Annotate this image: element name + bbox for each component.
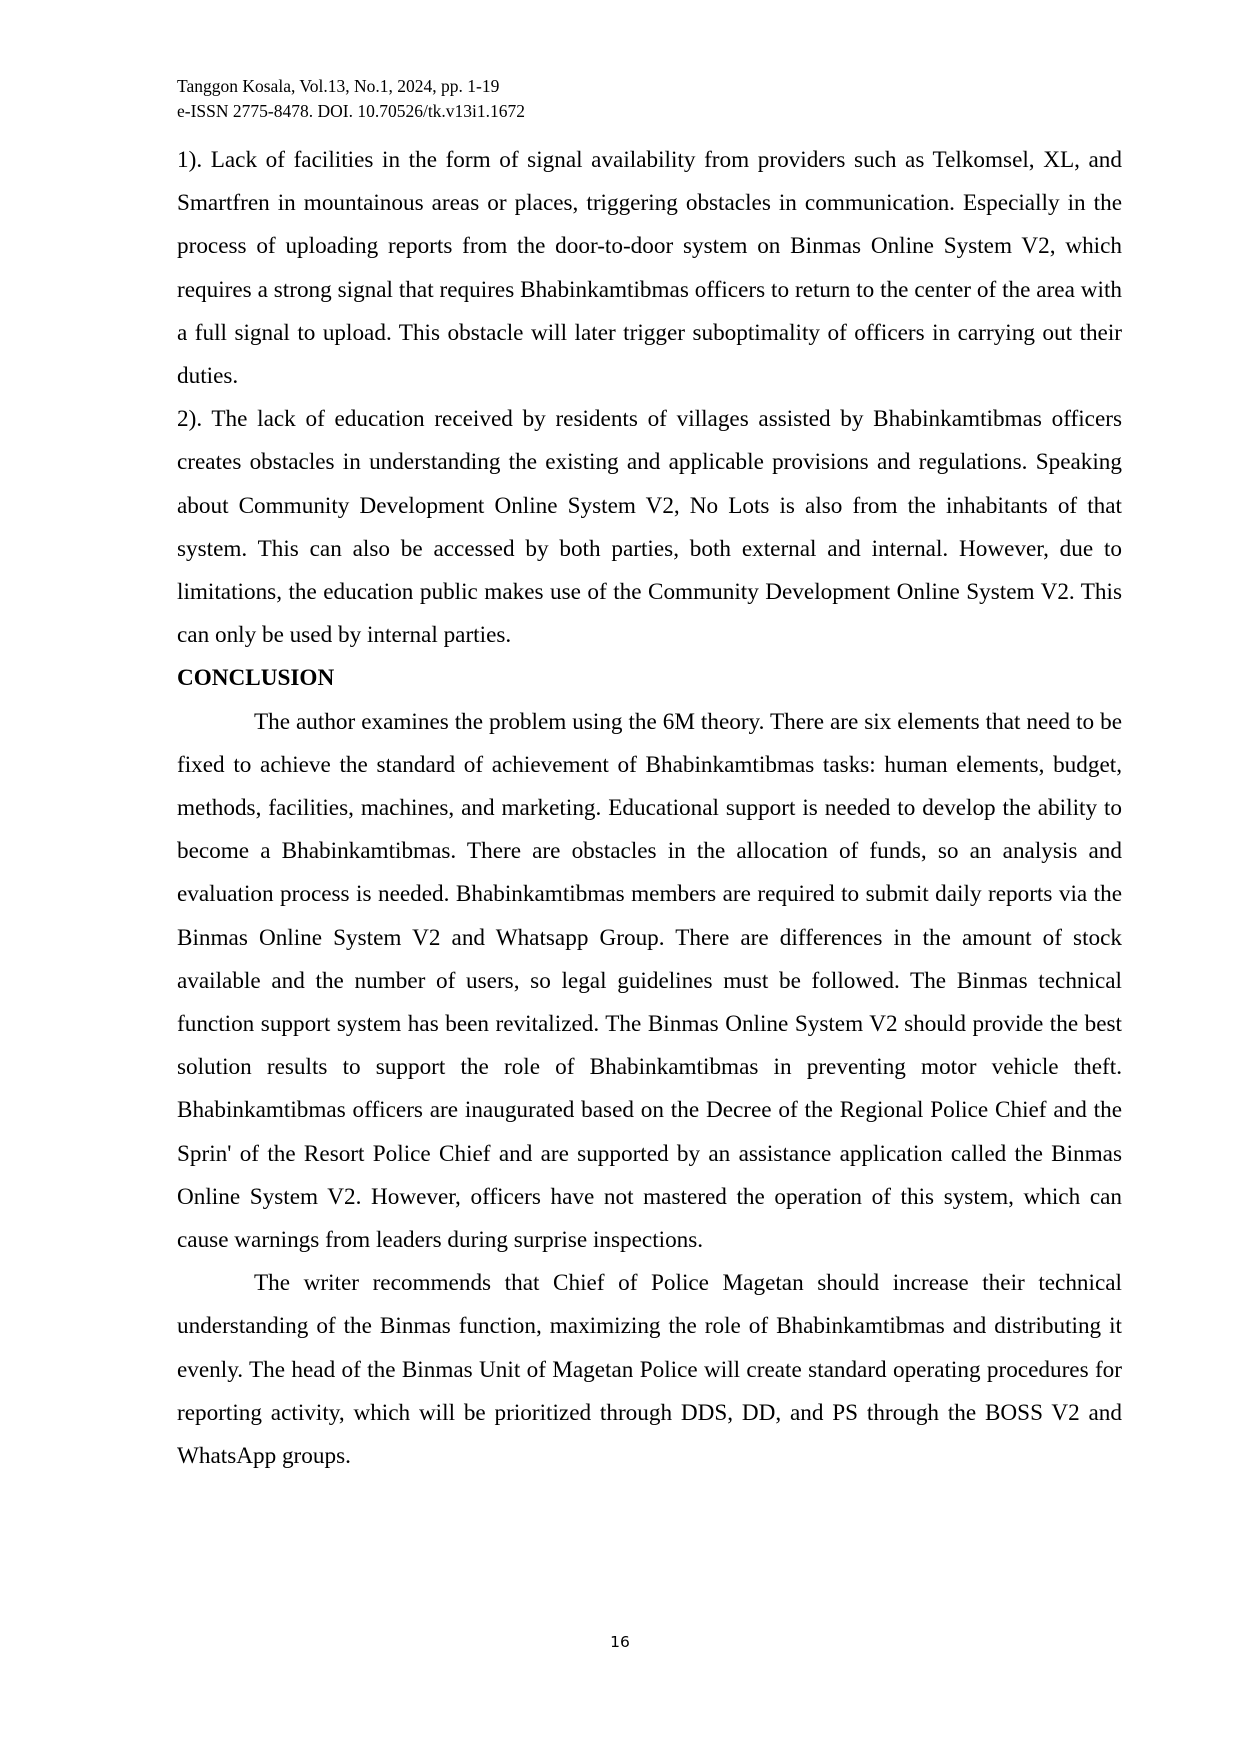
obstacle-item-1: 1). Lack of facilities in the form of signal availability from providers such as Telkomsel, XL, and Smartfren in mountainous areas or places, triggering obstacles in communication. Especially in the process of uploading reports from the door-to-door system on Binmas Online System V2, which requires a strong signal that requires Bhabinkamtibmas officers to return to the center of the area with a full signal to upload. This obstacle will later trigger suboptimality of officers in carrying out their duties.: [177, 147, 1122, 390]
journal-header: [177, 74, 525, 124]
page-number: 16: [610, 1633, 630, 1651]
journal-citation: Tanggon Kosala, Vol.13, No.1, 2024, pp. 1-19: [177, 76, 500, 96]
conclusion-heading: CONCLUSION: [177, 665, 335, 692]
main-text: [177, 139, 1122, 1478]
conclusion-paragraph-2: The writer recommends that Chief of Police Magetan should increase their technical understanding of the Binmas function, maximizing the role of Bhabinkamtibmas and distributing it evenly. The head of the Binmas Unit of Magetan Police will create standard operating procedures for reporting activity, which will be prioritized through DDS, DD, and PS through the BOSS V2 and WhatsApp groups.: [177, 1270, 1122, 1470]
obstacle-item-2: 2). The lack of education received by residents of villages assisted by Bhabinkamtibmas officers creates obstacles in understanding the existing and applicable provisions and regulations. Speaking about Community Development Online System V2, No Lots is also from the inhabitants of that system. This can also be accessed by both parties, both external and internal. However, due to limitations, the education public makes use of the Community Development Online System V2. This can only be used by internal parties.: [177, 406, 1122, 649]
journal-issn-doi: e-ISSN 2775-8478. DOI. 10.70526/tk.v13i1.1672: [177, 101, 526, 121]
conclusion-paragraph-1: The author examines the problem using the 6M theory. There are six elements that need to be fixed to achieve the standard of achievement of Bhabinkamtibmas tasks: human elements, budget, methods, facilities, machines, and marketing. Educational support is needed to develop the ability to become a Bhabinkamtibmas. There are obstacles in the allocation of funds, so an analysis and evaluation process is needed. Bhabinkamtibmas members are required to submit daily reports via the Binmas Online System V2 and Whatsapp Group. There are differences in the amount of stock available and the number of users, so legal guidelines must be followed. The Binmas technical function support system has been revitalized. The Binmas Online System V2 should provide the best solution results to support the role of Bhabinkamtibmas in preventing motor vehicle theft. Bhabinkamtibmas officers are inaugurated based on the Decree of the Regional Police Chief and the Sprin' of the Resort Police Chief and are supported by an assistance application called the Binmas Online System V2. However, officers have not mastered the operation of this system, which can cause warnings from leaders during surprise inspections.: [177, 708, 1122, 1254]
